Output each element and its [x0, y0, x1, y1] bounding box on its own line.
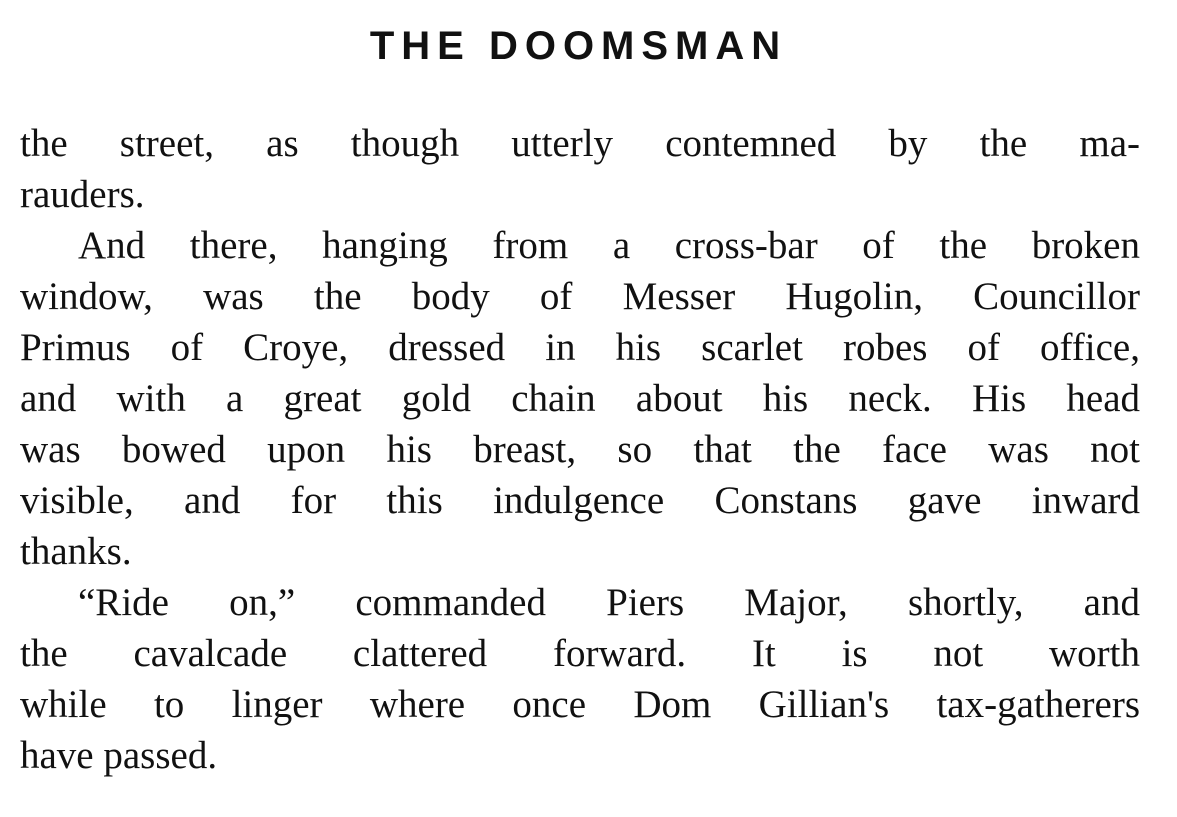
text-line: window, was the body of Messer Hugolin, Councillor — [20, 275, 1140, 318]
text-line: thanks. — [20, 530, 132, 573]
text-line: was bowed upon his breast, so that the face was not — [20, 428, 1140, 471]
text-line: “Ride on,” commanded Piers Major, shortly, and — [78, 581, 1140, 624]
text-line: And there, hanging from a cross-bar of the broken — [78, 224, 1140, 267]
text-line: while to linger where once Dom Gillian's tax-gatherers — [20, 683, 1140, 726]
text-line: the cavalcade clattered forward. It is not worth — [20, 632, 1140, 675]
text-line: rauders. — [20, 173, 145, 216]
text-line: Primus of Croye, dressed in his scarlet robes of office, — [20, 326, 1140, 369]
text-line: the street, as though utterly contemned by the ma- — [20, 122, 1140, 165]
text-line: have passed. — [20, 734, 218, 777]
text-line: visible, and for this indulgence Constans gave inward — [20, 479, 1140, 522]
running-head: THE DOOMSMAN — [369, 24, 788, 68]
text-line: and with a great gold chain about his neck. His head — [20, 377, 1140, 420]
